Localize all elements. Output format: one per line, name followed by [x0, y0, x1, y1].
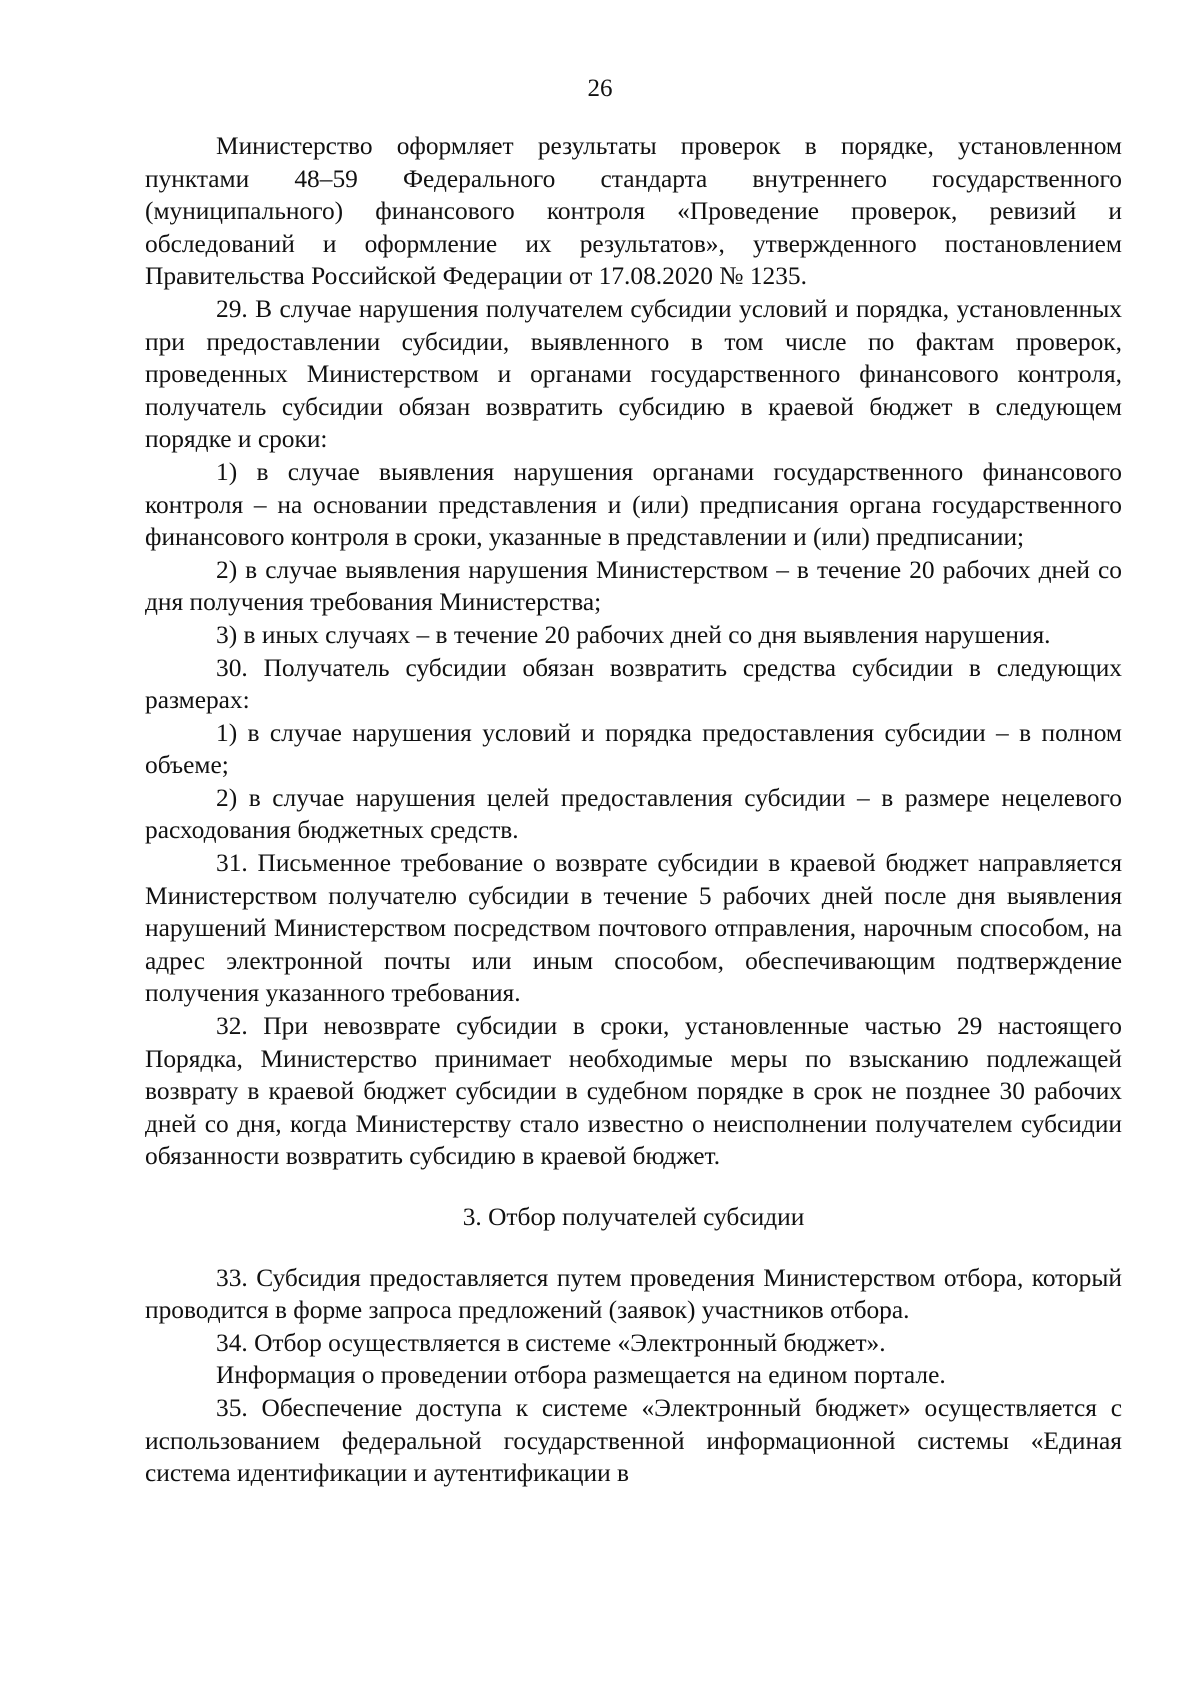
paragraph-33: 33. Субсидия предоставляется путем проведения Министерством отбора, который проводится в форме запроса предложений (заявок) участников отбора.: [145, 1263, 1122, 1325]
page-number: 26: [587, 75, 613, 102]
paragraph: Министерство оформляет результаты проверок в порядке, установленном пунктами 48–59 Федерального стандарта внутреннего государственного (муниципального) финансового контроля «Проведение проверок, ревизий и обследований и оформление их результатов», утвержденного постановлением Правительства Российской Федерации от 17.08.2020 № 1235.: [145, 132, 1122, 291]
paragraph-35: 35. Обеспечение доступа к системе «Электронный бюджет» осуществляется с использованием федеральной государственной информационной системы «Единая система идентификации и аутентификации в: [145, 1393, 1122, 1488]
paragraph-31: 31. Письменное требование о возврате субсидии в краевой бюджет направляется Министерством получателю субсидии в течение 5 рабочих дней после дня выявления нарушений Министерством посредством почтового отправления, нарочным способом, на адрес электронной почты или иным способом, обеспечивающим подтверждение получения указанного требования.: [145, 849, 1122, 1008]
section-heading: 3. Отбор получателей субсидии: [462, 1203, 805, 1231]
paragraph-34: 34. Отбор осуществляется в системе «Электронный бюджет».: [216, 1328, 886, 1357]
paragraph-29-item-2: 2) в случае выявления нарушения Министерством – в течение 20 рабочих дней со дня получения требования Министерства;: [145, 555, 1122, 617]
paragraph-portal-info: Информация о проведении отбора размещается на едином портале.: [216, 1361, 946, 1390]
paragraph-29: 29. В случае нарушения получателем субсидии условий и порядка, установленных при предоставлении субсидии, выявленного в том числе по фактам проверок, проведенных Министерством и органами государственного финансового контроля, получатель субсидии обязан возвратить субсидию в краевой бюджет в следующем порядке и сроки:: [145, 294, 1122, 454]
paragraph-32: 32. При невозврате субсидии в сроки, установленные частью 29 настоящего Порядка, Министерство принимает необходимые меры по взысканию подлежащей возврату в краевой бюджет субсидии в судебном порядке в срок не позднее 30 рабочих дней со дня, когда Министерству стало известно о неисполнении получателем субсидии обязанности возвратить субсидию в краевой бюджет.: [145, 1012, 1122, 1171]
paragraph-30: 30. Получатель субсидии обязан возвратить средства субсидии в следующих размерах:: [145, 653, 1122, 715]
paragraph-29-item-1: 1) в случае выявления нарушения органами государственного финансового контроля – на основании представления и (или) предписания органа государственного финансового контроля в сроки, указанные в представлении и (или) предписании;: [145, 457, 1122, 552]
paragraph-30-item-1: 1) в случае нарушения условий и порядка предоставления субсидии – в полном объеме;: [145, 718, 1122, 780]
paragraph-30-item-2: 2) в случае нарушения целей предоставления субсидии – в размере нецелевого расходования бюджетных средств.: [145, 783, 1122, 845]
paragraph-29-item-3: 3) в иных случаях – в течение 20 рабочих дней со дня выявления нарушения.: [216, 620, 1051, 649]
document-body: [145, 130, 1122, 1490]
